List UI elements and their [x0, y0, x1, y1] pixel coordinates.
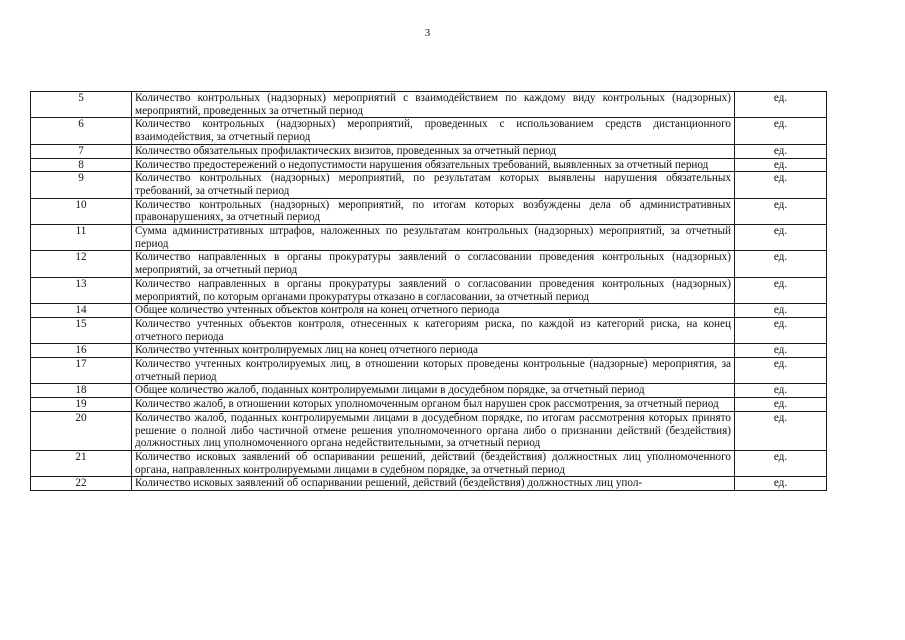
row-number: 22: [31, 477, 132, 491]
table-row: [31, 358, 827, 384]
row-number: 11: [31, 225, 132, 251]
table-row: [31, 118, 827, 144]
unit-of-measure: ед.: [735, 118, 827, 144]
row-number: 21: [31, 450, 132, 476]
table-row: [31, 225, 827, 251]
row-number: 13: [31, 277, 132, 303]
indicators-table-body: [31, 92, 827, 491]
indicator-description: Количество исковых заявлений об оспаривании решений, действий (бездействия) должностных лиц упол-: [132, 477, 735, 491]
row-number: 14: [31, 304, 132, 318]
unit-of-measure: ед.: [735, 304, 827, 318]
table-row: [31, 398, 827, 412]
unit-of-measure: ед.: [735, 158, 827, 172]
unit-of-measure: ед.: [735, 450, 827, 476]
unit-of-measure: ед.: [735, 398, 827, 412]
unit-of-measure: ед.: [735, 317, 827, 343]
unit-of-measure: ед.: [735, 344, 827, 358]
unit-of-measure: ед.: [735, 477, 827, 491]
indicator-description: Количество учтенных объектов контроля, отнесенных к категориям риска, по каждой из категорий риска, на конец отчетного периода: [132, 317, 735, 343]
page-number: 3: [424, 27, 431, 39]
row-number: 15: [31, 317, 132, 343]
indicator-description: Количество контрольных (надзорных) мероприятий с взаимодействием по каждому виду контрольных (надзорных) мероприятий, проведенных за отчетный период: [132, 92, 735, 118]
table-row: [31, 411, 827, 450]
indicator-description: Количество контрольных (надзорных) мероприятий, по итогам которых возбуждены дела об административных правонарушениях, за отчетный период: [132, 198, 735, 224]
indicators-table: [30, 91, 827, 491]
unit-of-measure: ед.: [735, 198, 827, 224]
row-number: 17: [31, 358, 132, 384]
table-row: [31, 172, 827, 198]
unit-of-measure: ед.: [735, 358, 827, 384]
indicator-description: Общее количество жалоб, поданных контролируемыми лицами в досудебном порядке, за отчетный период: [132, 384, 735, 398]
indicator-description: Количество направленных в органы прокуратуры заявлений о согласовании проведения контрольных (надзорных) мероприятий, за отчетный период: [132, 251, 735, 277]
indicator-description: Сумма административных штрафов, наложенных по результатам контрольных (надзорных) мероприятий, за отчетный период: [132, 225, 735, 251]
table-row: [31, 477, 827, 491]
unit-of-measure: ед.: [735, 277, 827, 303]
unit-of-measure: ед.: [735, 172, 827, 198]
indicator-description: Количество направленных в органы прокуратуры заявлений о согласовании проведения контрольных (надзорных) мероприятий, по которым органами прокуратуры отказано в согласовании, за отчетный период: [132, 277, 735, 303]
table-row: [31, 198, 827, 224]
row-number: 16: [31, 344, 132, 358]
indicator-description: Количество жалоб, поданных контролируемыми лицами в досудебном порядке, по итогам рассмотрения которых принято решение о полной либо частичной отмене решения уполномоченного органа либо о признании действий (бездействия) должностных лиц уполномоченного органа недействительными, за отчетный период: [132, 411, 735, 450]
row-number: 10: [31, 198, 132, 224]
unit-of-measure: ед.: [735, 144, 827, 158]
unit-of-measure: ед.: [735, 225, 827, 251]
table-row: [31, 277, 827, 303]
table-row: [31, 450, 827, 476]
row-number: 18: [31, 384, 132, 398]
row-number: 8: [31, 158, 132, 172]
indicator-description: Количество учтенных контролируемых лиц на конец отчетного периода: [132, 344, 735, 358]
table-row: [31, 344, 827, 358]
row-number: 20: [31, 411, 132, 450]
indicator-description: Количество жалоб, в отношении которых уполномоченным органом был нарушен срок рассмотрения, за отчетный период: [132, 398, 735, 412]
indicator-description: Количество исковых заявлений об оспаривании решений, действий (бездействия) должностных лиц уполномоченного органа, направленных контролируемыми лицами в судебном порядке, за отчетный период: [132, 450, 735, 476]
row-number: 5: [31, 92, 132, 118]
indicator-description: Количество обязательных профилактических визитов, проведенных за отчетный период: [132, 144, 735, 158]
unit-of-measure: ед.: [735, 411, 827, 450]
table-row: [31, 92, 827, 118]
indicator-description: Количество контрольных (надзорных) мероприятий, проведенных с использованием средств дистанционного взаимодействия, за отчетный период: [132, 118, 735, 144]
table-row: [31, 317, 827, 343]
row-number: 7: [31, 144, 132, 158]
row-number: 6: [31, 118, 132, 144]
row-number: 9: [31, 172, 132, 198]
indicator-description: Количество предостережений о недопустимости нарушения обязательных требований, выявленных за отчетный период: [132, 158, 735, 172]
row-number: 12: [31, 251, 132, 277]
table-row: [31, 158, 827, 172]
indicator-description: Количество учтенных контролируемых лиц, в отношении которых проведены контрольные (надзорные) мероприятия, за отчетный период: [132, 358, 735, 384]
table-row: [31, 384, 827, 398]
unit-of-measure: ед.: [735, 92, 827, 118]
table-row: [31, 144, 827, 158]
row-number: 19: [31, 398, 132, 412]
table-row: [31, 251, 827, 277]
unit-of-measure: ед.: [735, 251, 827, 277]
table-row: [31, 304, 827, 318]
indicator-description: Количество контрольных (надзорных) мероприятий, по результатам которых выявлены нарушения обязательных требований, за отчетный период: [132, 172, 735, 198]
indicator-description: Общее количество учтенных объектов контроля на конец отчетного периода: [132, 304, 735, 318]
unit-of-measure: ед.: [735, 384, 827, 398]
